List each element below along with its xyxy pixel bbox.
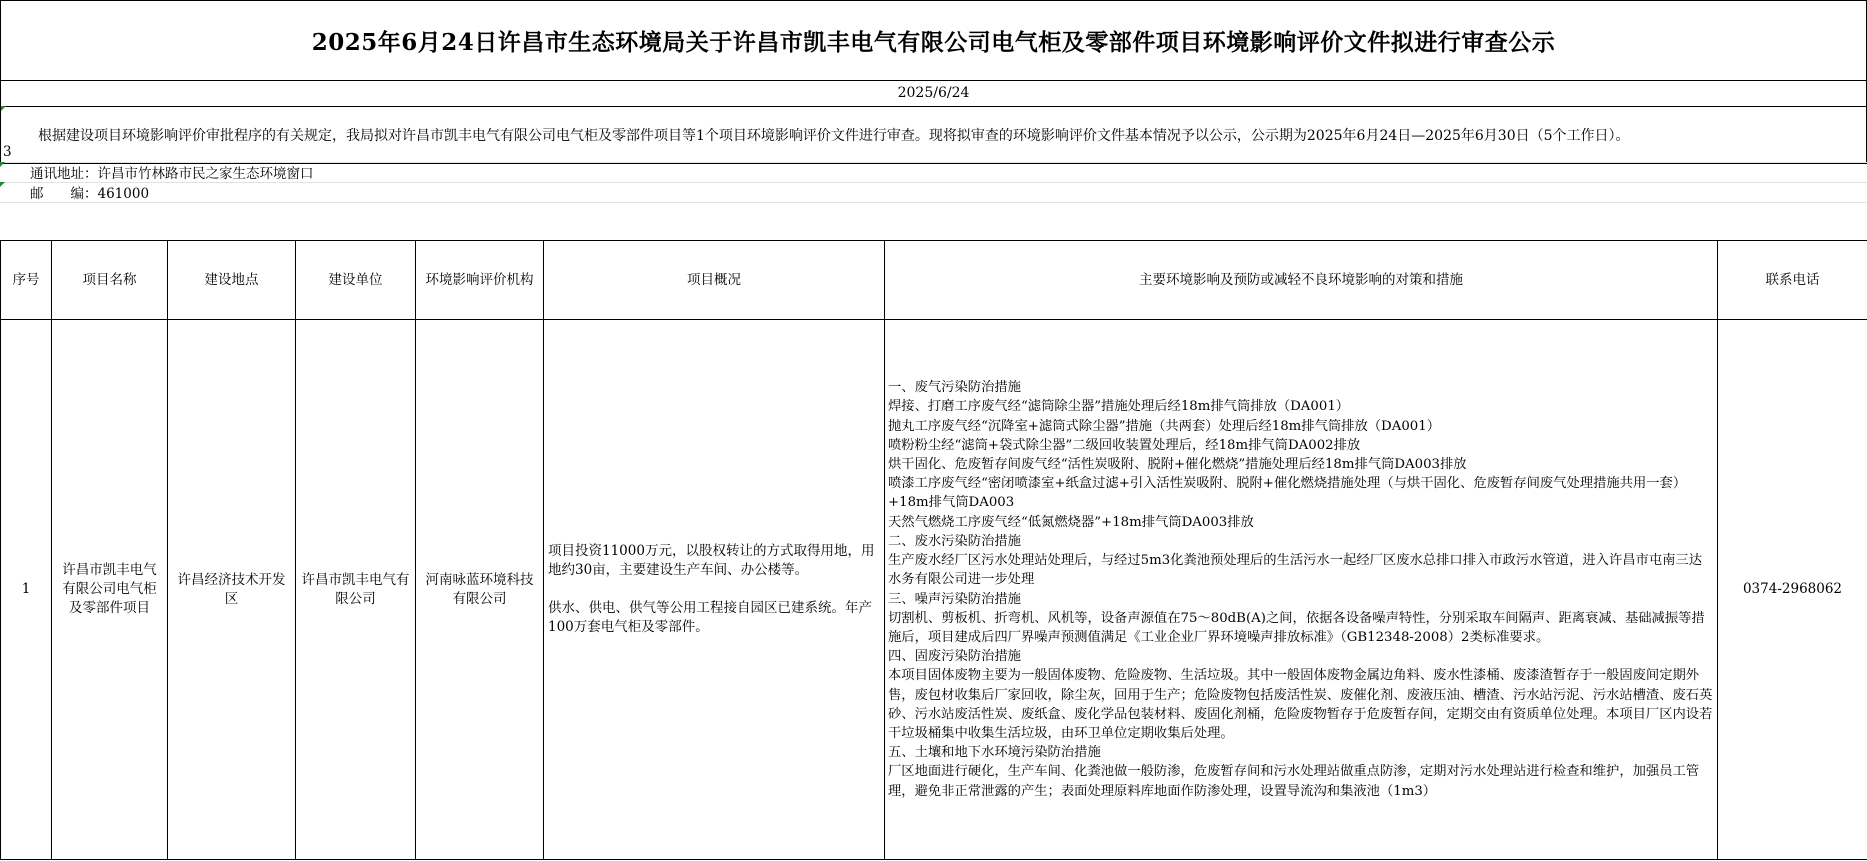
- info-postcode-row[interactable]: [0, 182, 1867, 203]
- measure-line: 四、固废污染防治措施: [888, 649, 1021, 665]
- header-phone[interactable]: 联系电话: [1718, 241, 1867, 320]
- measure-line: 二、废水污染防治措施: [888, 533, 1021, 549]
- measure-line: 切割机、剪板机、折弯机、风机等，设备声源值在75～80dB(A)之间，依据各设备噪声特性，分别采取车间隔声、距离衰减、基础减振等措施后，项目建成后四厂界噪声预测值满足《工业企业厂界环境噪声排放标准》（GB12348-2008）2类标准要求。: [888, 610, 1705, 645]
- header-name[interactable]: 项目名称: [52, 241, 168, 320]
- page-title[interactable]: 2025年6月24日许昌市生态环境局关于许昌市凯丰电气有限公司电气柜及零部件项目环境影响评价文件拟进行审查公示: [0, 0, 1867, 81]
- overview-paragraph-2: 供水、供电、供气等公用工程接自园区已建系统。年产100万套电气柜及零部件。: [548, 600, 872, 635]
- header-agency[interactable]: 环境影响评价机构: [416, 241, 544, 320]
- measure-line: 本项目固体废物主要为一般固体废物、危险废物、生活垃圾。其中一般固体废物金属边角料、废水性漆桶、废漆渣暂存于一般固废间定期外售，废包材收集后厂家回收，除尘灰，回用于生产；危险废物包括废活性炭、废催化剂、废液压油、槽渣、污水站污泥、污水站槽渣、废石英砂、污水站废活性炭、废纸盒、废化学品包装材料、废固化剂桶，危险废物暂存于危废暂存间，定期交由有资质单位处理。本项目厂区内设若干垃圾桶集中收集生活垃圾，由环卫单位定期收集后处理。: [888, 668, 1713, 741]
- cell-unit[interactable]: 许昌市凯丰电气有限公司: [296, 320, 416, 860]
- header-unit[interactable]: 建设单位: [296, 241, 416, 320]
- measure-line: 喷粉粉尘经“滤筒+袋式除尘器”二级回收装置处理后，经18m排气筒DA002排放: [888, 437, 1361, 453]
- overview-paragraph-1: 项目投资11000万元，以股权转让的方式取得用地，用地约30亩，主要建设生产车间、办公楼等。: [548, 543, 875, 578]
- cell-phone[interactable]: 0374-2968062: [1718, 320, 1867, 860]
- cell-overview[interactable]: [544, 320, 885, 860]
- publish-date[interactable]: 2025/6/24: [0, 80, 1867, 107]
- header-no[interactable]: 序号: [1, 241, 52, 320]
- measure-line: 三、噪声污染防治措施: [888, 591, 1021, 607]
- cell-no[interactable]: 1: [1, 320, 52, 860]
- measure-line: 一、废气污染防治措施: [888, 380, 1021, 396]
- measure-line: 抛丸工序废气经“沉降室+滤筒式除尘器”措施（共两套）处理后经18m排气筒排放（DA001）: [888, 418, 1441, 434]
- measure-line: 五、土壤和地下水环境污染防治措施: [888, 745, 1101, 761]
- comment-marker-icon: [0, 162, 5, 167]
- measure-line: 厂区地面进行硬化，生产车间、化粪池做一般防渗，危废暂存间和污水处理站做重点防渗，定期对污水处理站进行检查和维护，加强员工管理，避免非正常泄露的产生；表面处理原料库地面作防渗处理，设置导流沟和集液池（1m3）: [888, 764, 1700, 799]
- comment-marker-icon: [1, 106, 6, 111]
- cell-location[interactable]: 许昌经济技术开发区: [168, 320, 296, 860]
- measure-line: 喷漆工序废气经“密闭喷漆室+纸盒过滤+引入活性炭吸附、脱附+催化燃烧措施处理（与烘干固化、危废暂存间废气处理措施共用一套）+18m排气筒DA003: [888, 476, 1687, 511]
- header-measures[interactable]: 主要环境影响及预防或减轻不良环境影响的对策和措施: [885, 241, 1718, 320]
- measure-line: 焊接、打磨工序废气经“滤筒除尘器”措施处理后经18m排气筒排放（DA001）: [888, 399, 1350, 415]
- intro-text: 根据建设项目环境影响评价审批程序的有关规定，我局拟对许昌市凯丰电气有限公司电气柜及零部件项目等1个项目环境影响评价文件进行审查。现将拟审查的环境影响评价文件基本情况予以公示，公示期为2025年6月24日—2025年6月30日（5个工作日）。: [38, 127, 1630, 144]
- table-header-row: [1, 241, 1867, 320]
- comment-marker-icon: [0, 182, 5, 187]
- overview-spacer: [548, 580, 880, 599]
- header-location[interactable]: 建设地点: [168, 241, 296, 320]
- info-address: 通讯地址：许昌市竹林路市民之家生态环境窗口: [30, 166, 314, 182]
- cell-agency[interactable]: 河南咏蓝环境科技有限公司: [416, 320, 544, 860]
- measure-line: 生产废水经厂区污水处理站处理后，与经过5m3化粪池预处理后的生活污水一起经厂区废水总排口排入市政污水管道，进入许昌市屯南三达水务有限公司进一步处理: [888, 553, 1703, 588]
- project-table: [0, 240, 1867, 860]
- info-count-row[interactable]: [0, 142, 1867, 163]
- cell-measures[interactable]: [885, 320, 1718, 860]
- info-count: 3: [3, 144, 12, 160]
- measure-line: 天然气燃烧工序废气经“低氮燃烧器”+18m排气筒DA003排放: [888, 514, 1254, 530]
- table-row: [1, 320, 1867, 860]
- header-overview[interactable]: 项目概况: [544, 241, 885, 320]
- info-address-row[interactable]: [0, 162, 1867, 183]
- info-postcode: 邮 编：461000: [30, 186, 150, 202]
- cell-name[interactable]: 许昌市凯丰电气有限公司电气柜及零部件项目: [52, 320, 168, 860]
- measure-line: 烘干固化、危废暂存间废气经“活性炭吸附、脱附+催化燃烧”措施处理后经18m排气筒DA003排放: [888, 457, 1467, 473]
